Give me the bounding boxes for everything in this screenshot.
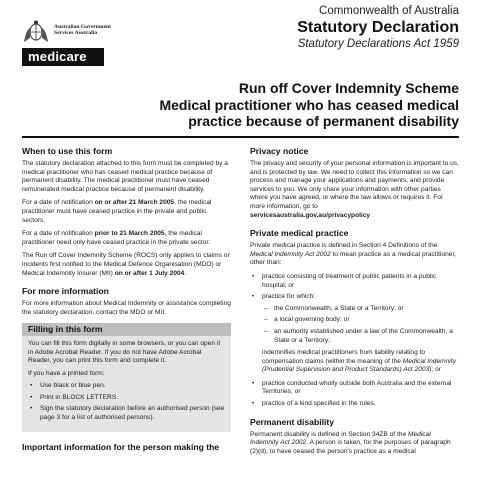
emphasis: on or after 1 July 2004 [114,269,185,277]
coat-of-arms-icon [22,20,50,44]
important-info-heading: Important information for the person making the [22,441,220,452]
private-practice-list-2 [250,380,459,409]
filling-form-heading: Filling in this form [22,323,231,336]
list-item: – the Commonwealth, a State or a Territory; or [262,305,459,314]
list-item: • Print in BLOCK LETTERS. [28,394,225,403]
gov-line-2: Services Australia [54,30,98,37]
emphasis: prior to 21 March 2005 [94,230,165,238]
text: The Run off Cover Indemnity Scheme (ROCS) only applies to claims or incidents first notified to the Medical Defence Organisation (MDO) or Medical Indemnity Insurer (MII) [22,252,230,277]
act-name: Medical Indemnity Act 2002 [250,430,431,447]
more-info-section [22,286,231,317]
text: For a date of notification [22,230,95,238]
gov-line-1: Australian Government [54,24,112,30]
left-column [22,146,231,456]
header-org: Commonwealth of Australia [319,5,459,17]
private-practice-paragraph [250,242,459,268]
text: , the medical practitioner need only have ceased practice in the private sector. [22,230,211,246]
text: Private medical practice is defined in Section 4 Definitions of the [250,242,438,250]
printed-form-list [28,382,225,422]
text: ); or [429,366,441,374]
private-practice-heading: Private medical practice [250,228,349,239]
text: For a date of notification [22,199,95,207]
act-name: Medical Indemnity (Prudential Supervision and Product Standards) Act 2003 [262,357,456,374]
private-practice-dash-list [262,305,459,345]
private-practice-list [250,273,459,302]
important-info-section [22,442,231,453]
more-info-heading: For more information [22,286,109,297]
text: to mean practice as a medical practitioner, other than: [250,250,457,267]
when-paragraph-4 [22,252,231,278]
list-item: • practice for which: [250,293,459,302]
when-paragraph-2 [22,199,231,225]
scheme-line-2: Medical practitioner who has ceased medical [159,96,459,113]
page-title: Statutory Declaration [297,19,459,36]
header-divider [22,136,459,138]
list-item: • practice of a kind specified in the rules. [250,400,459,409]
medicare-logo: medicare [22,48,104,66]
header-act: Statutory Declarations Act 1959 [297,38,459,50]
header-title-block [297,4,459,51]
text: indemnifies medical practitioners from liability relating to compensation claims (within the meaning of the [262,349,426,365]
list-item: • Use black or blue pen. [28,382,225,391]
scheme-line-1: Run off Cover Indemnity Scheme [238,80,459,96]
privacy-paragraph [250,160,459,220]
when-paragraph-1: The statutory declaration attached to this form must be completed by a medical practitioner who has ceased medical practice because of permanent disability. The medical practitioner must have ceased remunerated medical practice because of permanent disability. [22,160,228,193]
list-item: – a local governing body; or [262,316,459,325]
when-heading: When to use this form [22,146,113,156]
private-practice-section [250,228,459,409]
text: The privacy and security of your personal information is important to us, and is protected by law. We need to collect this information so we can process and manage your applications and payments, and provide services to you. We only share your information with other parties where you have agreed, or where the law allows or requires it. For more information, go to [250,160,459,210]
text: . [184,269,187,277]
list-item: • practice consisting of treatment of public patients in a public hospital; or [250,273,459,290]
government-name [54,24,111,37]
filling-form-paragraph: You can fill this form digitally in some browsers, or you can open it in Adobe Acrobat Reader. If you do not have Adobe Acrobat Reader, you can print this form and complete it. [28,339,221,365]
list-item: • practice conducted wholly outside both Australia and the external Territories; or [250,380,459,397]
filling-form-box [22,323,231,431]
privacy-heading: Privacy notice [250,146,309,156]
right-column [250,146,459,461]
more-info-paragraph: For more information about Medical Indemnity or assistance completing the statutory declaration, contact the MDO or MII. [22,300,231,316]
scheme-line-3: practice because of permanent disability [188,113,459,129]
text: Permanent disability is defined in Section 34ZB of the [250,430,408,438]
printed-form-intro: If you have a printed form: [28,369,105,377]
list-item: • Sign the statutory declaration before an authorised person (see page 3 for a list of authorised persons). [28,405,225,422]
permanent-disability-paragraph [250,431,459,457]
privacy-link[interactable]: servicesaustralia.gov.au/privacypolicy [250,211,371,219]
text: , the medical practitioner must have ceased practice in the private and public sectors. [22,199,212,224]
permanent-disability-section [250,417,459,457]
act-name: Medical Indemnity Act 2002 [250,250,331,258]
indemnifies-paragraph [250,349,459,375]
when-paragraph-3 [22,230,231,247]
form-subtitle [159,80,459,130]
list-item: – an authority established under a law of the Commonwealth, a State or a Territory; [262,328,459,345]
text: . A person is taken, for the purposes of paragraph (2)(d), to have ceased the person's practice as a medical [250,439,451,455]
emphasis: on or after 21 March 2005 [94,199,175,207]
permanent-disability-heading: Permanent disability [250,416,335,427]
